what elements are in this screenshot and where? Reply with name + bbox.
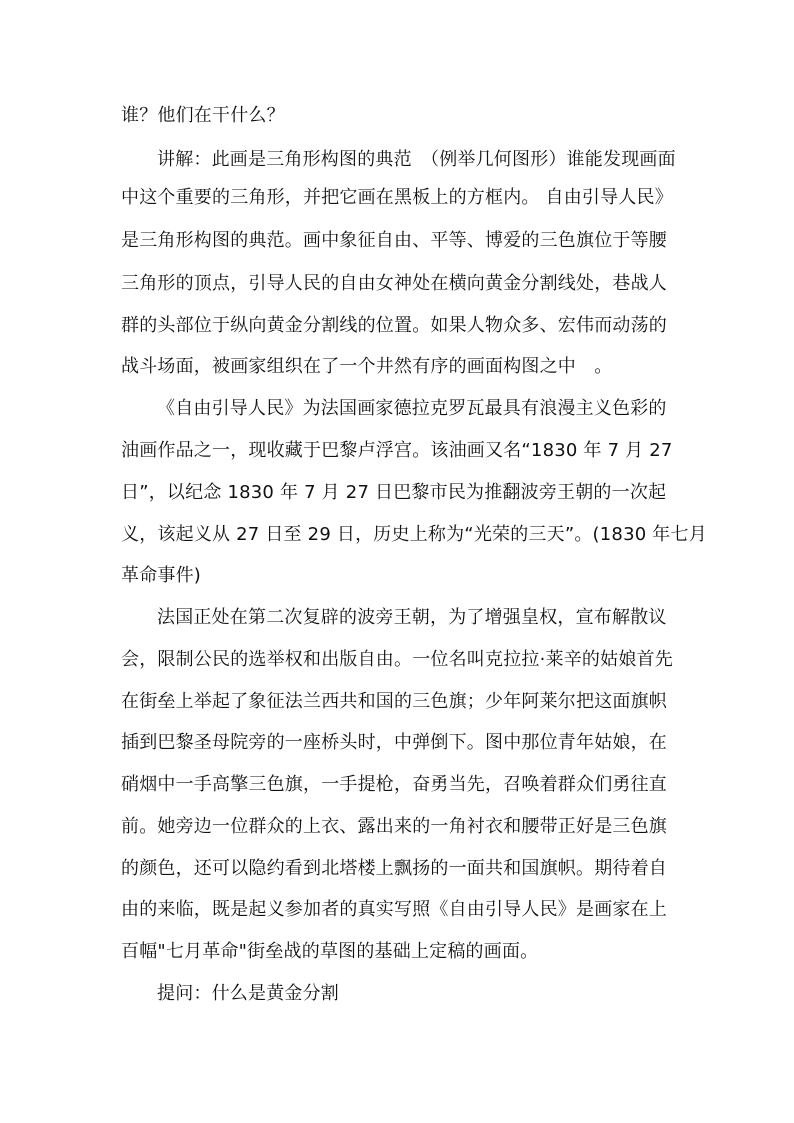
text-line-15: 在街垒上举起了象征法兰西共和国的三色旗；少年阿莱尔把这面旗帜 xyxy=(121,691,667,712)
text-line-7: 战斗场面，被画家组织在了一个井然有序的画面构图之中 。 xyxy=(121,356,613,377)
text-line-4: 是三角形构图的典范。画中象征自由、平等、博爱的三色旗位于等腰 xyxy=(121,230,667,251)
text-line-12: 革命事件) xyxy=(121,565,202,586)
text-line-14: 会，限制公民的选举权和出版自由。一位名叫克拉拉·莱辛的姑娘首先 xyxy=(121,649,673,670)
text-line-8: 《自由引导人民》为法国画家德拉克罗瓦最具有浪漫主义色彩的 xyxy=(157,398,667,419)
text-line-13: 法国正处在第二次复辟的波旁王朝，为了增强皇权，宣布解散议 xyxy=(157,607,667,628)
text-line-6: 群的头部位于纵向黄金分割线的位置。如果人物众多、宏伟而动荡的 xyxy=(121,315,667,336)
text-line-22: 提问：什么是黄金分割 xyxy=(157,983,339,1004)
text-line-1: 谁？他们在干什么？ xyxy=(121,105,285,126)
text-line-20: 由的来临，既是起义参加者的真实写照《自由引导人民》是画家在上 xyxy=(121,899,667,920)
text-line-9: 油画作品之一，现收藏于巴黎卢浮宫。该油画又名“1830 年 7 月 27 xyxy=(121,440,673,461)
text-line-16: 插到巴黎圣母院旁的一座桥头时，中弹倒下。图中那位青年姑娘，在 xyxy=(121,732,667,753)
text-line-3: 中这个重要的三角形，并把它画在黑板上的方框内。 自由引导人民》 xyxy=(121,187,673,208)
text-line-19: 的颜色，还可以隐约看到北塔楼上飘扬的一面共和国旗帜。期待着自 xyxy=(121,858,667,879)
text-line-10: 日”，以纪念 1830 年 7 月 27 日巴黎市民为推翻波旁王朝的一次起 xyxy=(121,482,667,503)
text-line-2: 讲解：此画是三角形构图的典范 （例举几何图形）谁能发现画面 xyxy=(157,149,676,170)
text-line-18: 前。她旁边一位群众的上衣、露出来的一角衬衣和腰带正好是三色旗 xyxy=(121,816,667,837)
text-line-11: 义，该起义从 27 日至 29 日，历史上称为“光荣的三天”。(1830 年七月 xyxy=(121,524,707,545)
text-line-21: 百幅"七月革命"街垒战的草图的基础上定稿的画面。 xyxy=(121,941,539,962)
text-line-5: 三角形的顶点，引导人民的自由女神处在横向黄金分割线处，巷战人 xyxy=(121,273,667,294)
text-line-17: 硝烟中一手高擎三色旗，一手提枪，奋勇当先，召唤着群众们勇往直 xyxy=(121,774,667,795)
